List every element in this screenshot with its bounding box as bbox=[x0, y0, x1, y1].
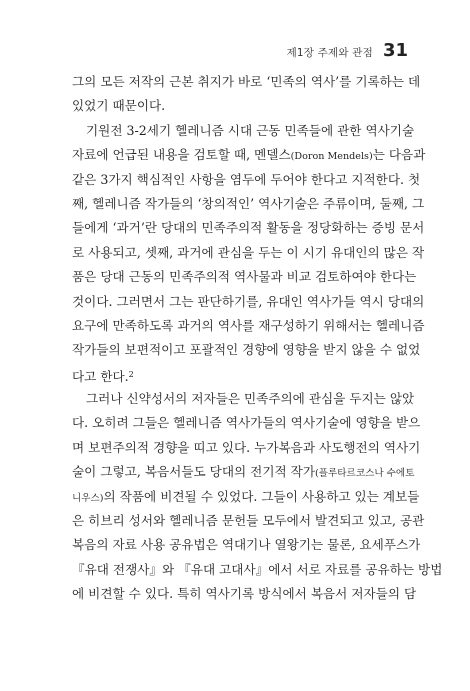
text-span: 술이 그렇고, 복음서들도 당대의 전기적 작가 bbox=[72, 464, 315, 480]
text-line: 에 비견할 수 있다. 특히 역사기록 방식에서 복음서 저자들의 담 bbox=[72, 586, 417, 602]
page-number: 31 bbox=[382, 40, 408, 61]
text-line bbox=[72, 363, 408, 387]
text-line bbox=[72, 485, 420, 509]
text-line: 째, 헬레니즘 작가들의 ‘창의적인’ 역사기술은 주류이며, 둘째, 그 bbox=[72, 195, 425, 211]
text-line: 은 히브리 성서와 헬레니즘 문헌들 모두에서 발견되고 있고, 공관 bbox=[72, 513, 425, 529]
text-span: 의 작품에 비견될 수 있었다. 그들이 사용하고 있는 계보들 bbox=[103, 488, 420, 504]
running-title: 제1장 주제와 관점 bbox=[286, 47, 373, 59]
text-line: 것이다. 그러면서 그는 판단하기를, 유대인 역사가들 역시 당대의 bbox=[72, 293, 425, 309]
text-line: 품은 당대 근동의 민족주의적 역사물과 비교 검토하여야 한다는 bbox=[72, 269, 417, 285]
text-line: 다. 오히려 그들은 헬레니즘 역사가들의 역사기술에 영향을 받으 bbox=[72, 415, 421, 431]
text-line: 며 보편주의적 경향을 띠고 있다. 누가복음과 사도행전의 역사기 bbox=[72, 439, 421, 455]
text-line: 로 사용되고, 셋째, 과거에 관심을 두는 이 시기 유대인의 많은 작 bbox=[72, 244, 425, 260]
text-line: 있었기 때문이다. bbox=[72, 98, 166, 114]
text-line: 『유대 전쟁사』와 『유대 고대사』에서 서로 자료를 공유하는 방법 bbox=[72, 561, 443, 577]
text-line bbox=[72, 143, 426, 167]
text-line: 작가들의 보편적이고 포괄적인 경향에 영향을 받지 않을 수 없었 bbox=[72, 342, 421, 358]
text-line bbox=[72, 460, 415, 484]
text-span: 자료에 언급된 내용을 검토할 때, 멘델스 bbox=[72, 147, 291, 163]
text-line: 기원전 3-2세기 헬레니즘 시대 근동 민족들에 관한 역사기술 bbox=[86, 122, 415, 138]
inline-parenthetical: 니우스) bbox=[72, 492, 104, 504]
footnote-marker: 2 bbox=[128, 369, 134, 379]
text-line: 같은 3가지 핵심적인 사항을 염두에 두어야 한다고 지적한다. 첫 bbox=[72, 171, 421, 187]
text-span: 는 다음과 bbox=[372, 147, 426, 163]
inline-parenthetical: (플루타르코스나 수에토 bbox=[315, 468, 415, 480]
text-line: 그러나 신약성서의 저자들은 민족주의에 관심을 두지는 않았 bbox=[86, 391, 415, 407]
inline-foreign-name: (Doron Mendels) bbox=[290, 151, 373, 163]
text-span: 다고 한다. bbox=[72, 368, 129, 384]
text-line: 복음의 자료 사용 공유법은 역대기나 열왕기는 물론, 요세푸스가 bbox=[72, 537, 421, 553]
text-line: 그의 모든 저작의 근본 취지가 바로 ‘민족의 역사’를 기록하는 데 bbox=[72, 74, 421, 89]
body-text bbox=[72, 70, 443, 607]
text-line: 요구에 만족하도록 과거의 역사를 재구성하기 위해서는 헬레니즘 bbox=[72, 317, 425, 333]
running-head bbox=[287, 40, 408, 61]
text-line: 들에게 ‘과거’란 당대의 민족주의적 활동을 정당화하는 증빙 문서 bbox=[72, 220, 425, 236]
